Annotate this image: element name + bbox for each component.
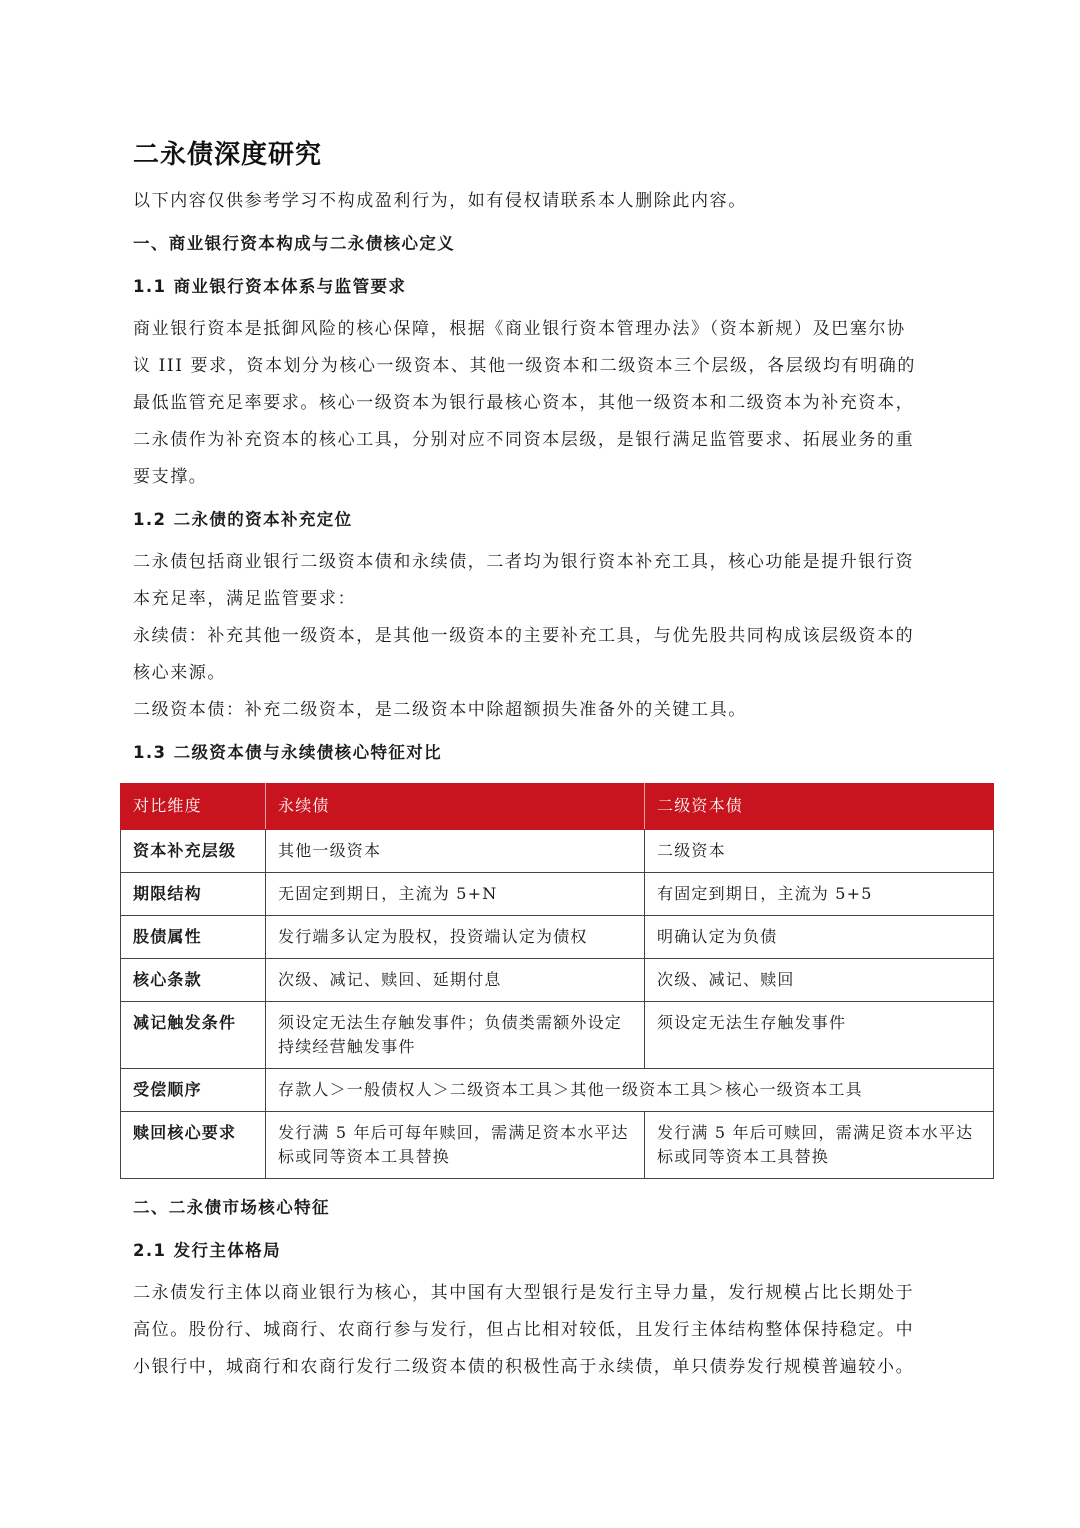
perpetual-cell: 无固定到期日，主流为 5+N [266, 873, 645, 916]
table-header-dimension: 对比维度 [121, 784, 266, 830]
row-label: 资本补充层级 [121, 830, 266, 873]
table-row [121, 1069, 994, 1112]
row-label: 减记触发条件 [121, 1002, 266, 1069]
paragraph-line: 最低监管充足率要求。核心一级资本为银行最核心资本，其他一级资本和二级资本为补充资本， [133, 393, 915, 413]
paragraph-line: 商业银行资本是抵御风险的核心保障，根据《商业银行资本管理办法》（资本新规）及巴塞尔协 [133, 319, 906, 339]
section-1-1-heading: 1.1 商业银行资本体系与监管要求 [133, 277, 407, 296]
paragraph-line: 二永债发行主体以商业银行为核心，其中国有大型银行是发行主导力量，发行规模占比长期处于 [133, 1283, 915, 1303]
row-label: 受偿顺序 [121, 1069, 266, 1112]
comparison-table [120, 783, 994, 1179]
paragraph-line: 永续债：补充其他一级资本，是其他一级资本的主要补充工具，与优先股共同构成该层级资本的 [133, 626, 915, 646]
table-header-row [121, 784, 994, 830]
tier2-cell: 次级、减记、赎回 [645, 959, 994, 1002]
section-2-heading: 二、二永债市场核心特征 [133, 1198, 330, 1217]
perpetual-cell: 次级、减记、赎回、延期付息 [266, 959, 645, 1002]
tier2-cell: 发行满 5 年后可赎回，需满足资本水平达标或同等资本工具替换 [645, 1112, 994, 1179]
row-label: 期限结构 [121, 873, 266, 916]
paragraph-line: 小银行中，城商行和农商行发行二级资本债的积极性高于永续债，单只债券发行规模普遍较小。 [133, 1357, 915, 1377]
table-row [121, 830, 994, 873]
section-1-2-heading: 1.2 二永债的资本补充定位 [133, 510, 353, 529]
paragraph-line: 二级资本债：补充二级资本，是二级资本中除超额损失准备外的关键工具。 [133, 700, 747, 720]
table-header-perpetual: 永续债 [266, 784, 645, 830]
paragraph-line: 高位。股份行、城商行、农商行参与发行，但占比相对较低，且发行主体结构整体保持稳定。中 [133, 1320, 915, 1340]
row-label: 核心条款 [121, 959, 266, 1002]
section-1-heading: 一、商业银行资本构成与二永债核心定义 [133, 234, 456, 253]
paragraph-line: 二永债包括商业银行二级资本债和永续债，二者均为银行资本补充工具，核心功能是提升银行资 [133, 552, 915, 572]
table-row [121, 1002, 994, 1069]
table-row [121, 873, 994, 916]
perpetual-cell: 发行端多认定为股权，投资端认定为债权 [266, 916, 645, 959]
paragraph-line: 本充足率，满足监管要求： [133, 589, 357, 609]
table-header-tier2: 二级资本债 [645, 784, 994, 830]
document-title: 二永债深度研究 [133, 140, 323, 170]
table-row [121, 916, 994, 959]
paragraph-line: 二永债作为补充资本的核心工具，分别对应不同资本层级，是银行满足监管要求、拓展业务的重 [133, 430, 915, 450]
row-label: 股债属性 [121, 916, 266, 959]
perpetual-cell: 须设定无法生存触发事件；负债类需额外设定持续经营触发事件 [266, 1002, 645, 1069]
perpetual-cell: 其他一级资本 [266, 830, 645, 873]
tier2-cell: 二级资本 [645, 830, 994, 873]
section-2-1-heading: 2.1 发行主体格局 [133, 1241, 281, 1260]
paragraph-line: 要支撑。 [133, 467, 208, 487]
paragraph-line: 核心来源。 [133, 663, 226, 683]
perpetual-cell: 发行满 5 年后可每年赎回，需满足资本水平达标或同等资本工具替换 [266, 1112, 645, 1179]
table-row [121, 959, 994, 1002]
disclaimer: 以下内容仅供参考学习不构成盈利行为，如有侵权请联系本人删除此内容。 [133, 191, 747, 211]
table-row [121, 1112, 994, 1179]
tier2-cell: 须设定无法生存触发事件 [645, 1002, 994, 1069]
tier2-cell: 明确认定为负债 [645, 916, 994, 959]
row-label: 赎回核心要求 [121, 1112, 266, 1179]
tier2-cell: 有固定到期日，主流为 5+5 [645, 873, 994, 916]
section-1-3-heading: 1.3 二级资本债与永续债核心特征对比 [133, 743, 443, 762]
merged-cell: 存款人＞一般债权人＞二级资本工具＞其他一级资本工具＞核心一级资本工具 [266, 1069, 994, 1112]
paragraph-line: 议 III 要求，资本划分为核心一级资本、其他一级资本和二级资本三个层级，各层级均有明确的 [133, 356, 916, 376]
